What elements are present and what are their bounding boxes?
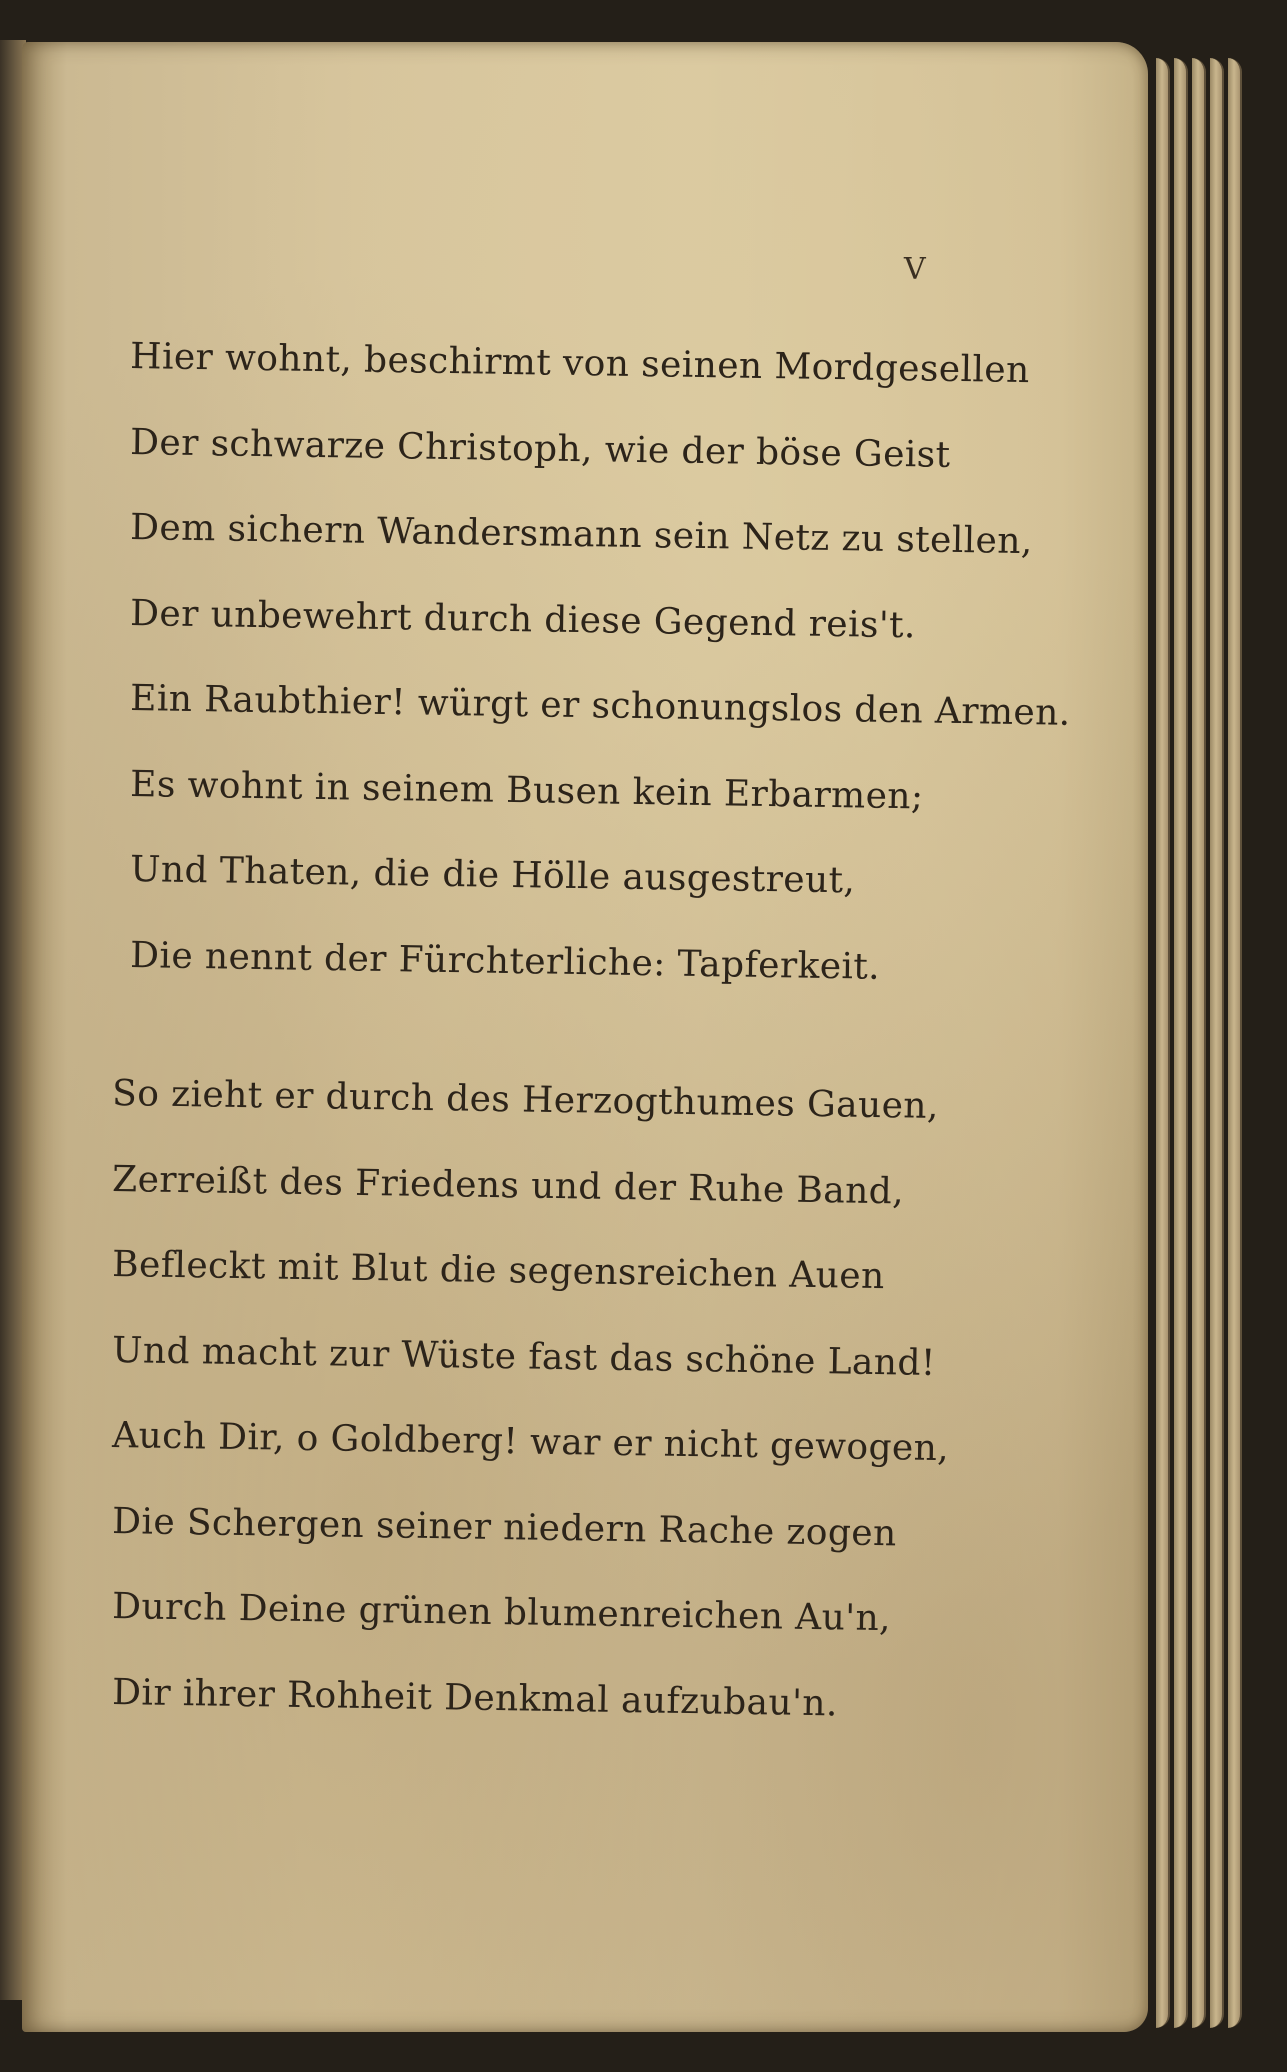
verse-line: Auch Dir, o Goldberg! war er nicht gewogen, [111,1415,950,1470]
verse-line: Der unbewehrt durch diese Gegend reis't. [129,592,917,646]
stanza-1 [130,327,1071,1011]
verse-line: Die Schergen seiner niedern Rache zogen [111,1500,897,1554]
verse-line: Die nennt der Fürchterliche: Tapferkeit. [129,934,881,988]
verse-line: Dem sichern Wandersmann sein Netz zu stellen, [129,507,1034,563]
book-page [22,42,1148,2032]
page-stack-edge [1156,58,1170,2028]
verse-line: So zieht er durch des Herzogthumes Gauen, [111,1073,940,1127]
verse-line: Und Thaten, die die Hölle ausgestreut, [129,849,856,902]
verse-line: Es wohnt in seinem Busen kein Erbarmen; [129,763,924,817]
verse-line: Durch Deine grünen blumenreichen Au'n, [111,1586,892,1640]
verse-line: Dir ihrer Rohheit Denkmal aufzubau'n. [111,1671,839,1724]
stanza-2 [112,1064,949,1748]
verse-line: Zerreißt des Friedens und der Ruhe Band, [111,1158,905,1212]
verse-line: Hier wohnt, beschirmt von seinen Mordgesellen [129,336,1030,392]
verse-line: Und macht zur Wüste fast das schöne Land! [111,1329,937,1384]
page-stack-edge [1210,58,1224,2028]
page-stack-edge [1174,58,1188,2028]
page-stack-edge [1192,58,1206,2028]
page-stack-edge [1228,58,1242,2028]
verse-line: Befleckt mit Blut die segensreichen Auen [111,1244,885,1298]
verse-line: Ein Raubthier! würgt er schonungslos den Armen. [129,678,1071,734]
page-number: V [904,252,926,287]
verse-line: Der schwarze Christoph, wie der böse Geist [129,421,951,476]
